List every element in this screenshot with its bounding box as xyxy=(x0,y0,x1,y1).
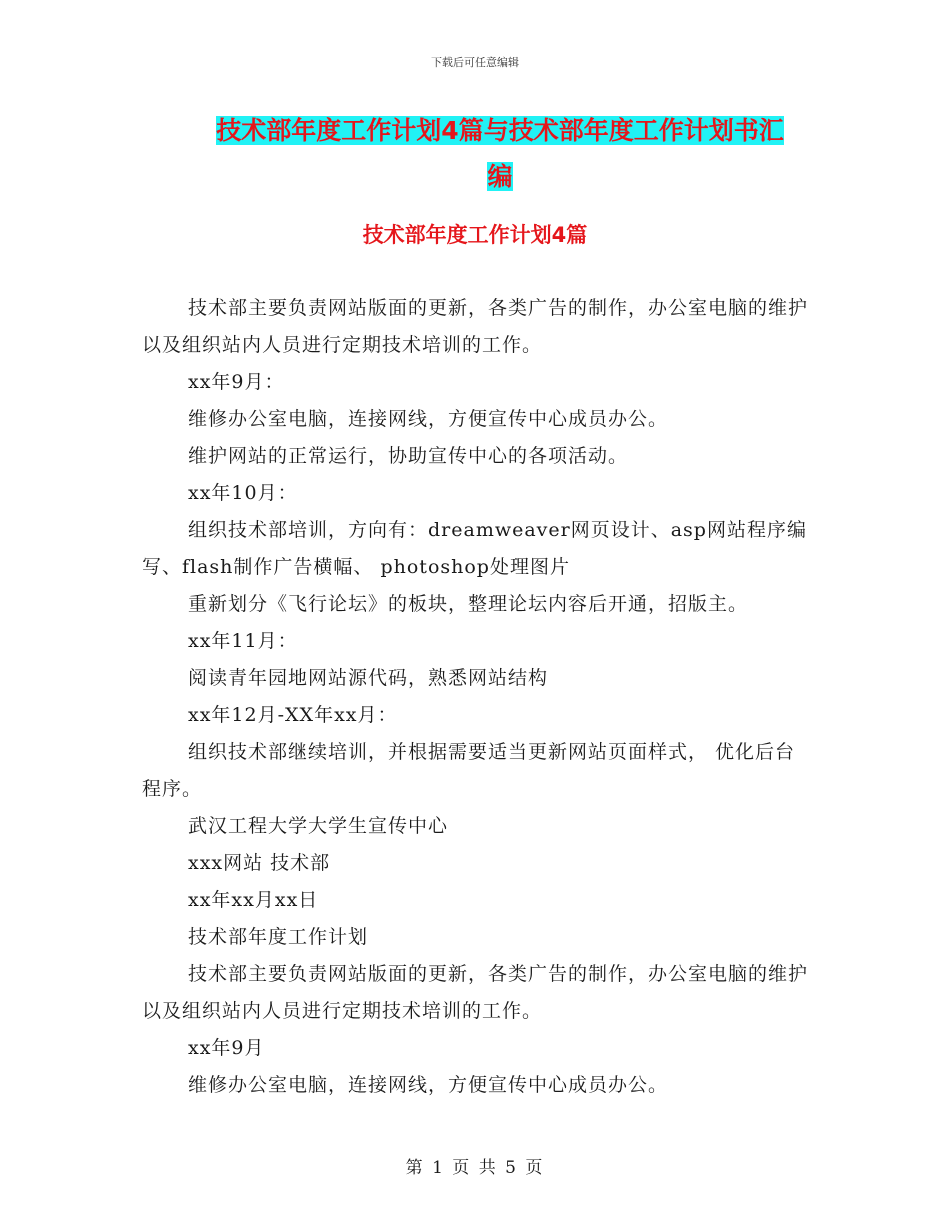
paragraph: 技术部主要负责网站版面的更新，各类广告的制作，办公室电脑的维护以及组织站内人员进行定期技术培训的工作。 xyxy=(142,963,809,1022)
paragraph: 组织技术部培训，方向有：dreamweaver网页设计、asp网站程序编写、flash制作广告横幅、 photoshop处理图片 xyxy=(142,519,807,578)
paragraph: 维修办公室电脑，连接网线，方便宣传中心成员办公。 xyxy=(188,1074,669,1096)
paragraph: xx年10月： xyxy=(188,482,298,504)
paragraph: 技术部主要负责网站版面的更新，各类广告的制作，办公室电脑的维护以及组织站内人员进行定期技术培训的工作。 xyxy=(142,297,809,356)
document-title xyxy=(196,108,804,200)
paragraph: xx年xx月xx日 xyxy=(188,889,319,911)
paragraph: 重新划分《飞行论坛》的板块，整理论坛内容后开通，招版主。 xyxy=(188,593,749,615)
paragraph: xx年12月-XX年xx月： xyxy=(188,704,398,726)
paragraph: xx年11月： xyxy=(188,630,298,652)
paragraph: 维修办公室电脑，连接网线，方便宣传中心成员办公。 xyxy=(188,408,669,430)
document-title-line1: 技术部年度工作计划4篇与技术部年度工作计划书汇 xyxy=(216,116,784,145)
paragraph: 阅读青年园地网站源代码，熟悉网站结构 xyxy=(188,667,549,689)
page-number-footer: 第 1 页 共 5 页 xyxy=(405,1158,545,1178)
paragraph: 维护网站的正常运行，协助宣传中心的各项活动。 xyxy=(188,445,629,467)
section-title: 技术部年度工作计划4篇 xyxy=(362,223,588,247)
header-note: 下载后可任意编辑 xyxy=(431,56,519,69)
paragraph: 技术部年度工作计划 xyxy=(188,926,369,948)
paragraph: 组织技术部继续培训，并根据需要适当更新网站页面样式， 优化后台程序。 xyxy=(142,741,796,800)
document-body xyxy=(142,290,808,1104)
paragraph: xxx网站 技术部 xyxy=(188,852,331,874)
paragraph: xx年9月： xyxy=(188,371,285,393)
document-title-line2: 编 xyxy=(487,162,513,191)
paragraph: 武汉工程大学大学生宣传中心 xyxy=(188,815,449,837)
paragraph: xx年9月 xyxy=(188,1037,265,1059)
